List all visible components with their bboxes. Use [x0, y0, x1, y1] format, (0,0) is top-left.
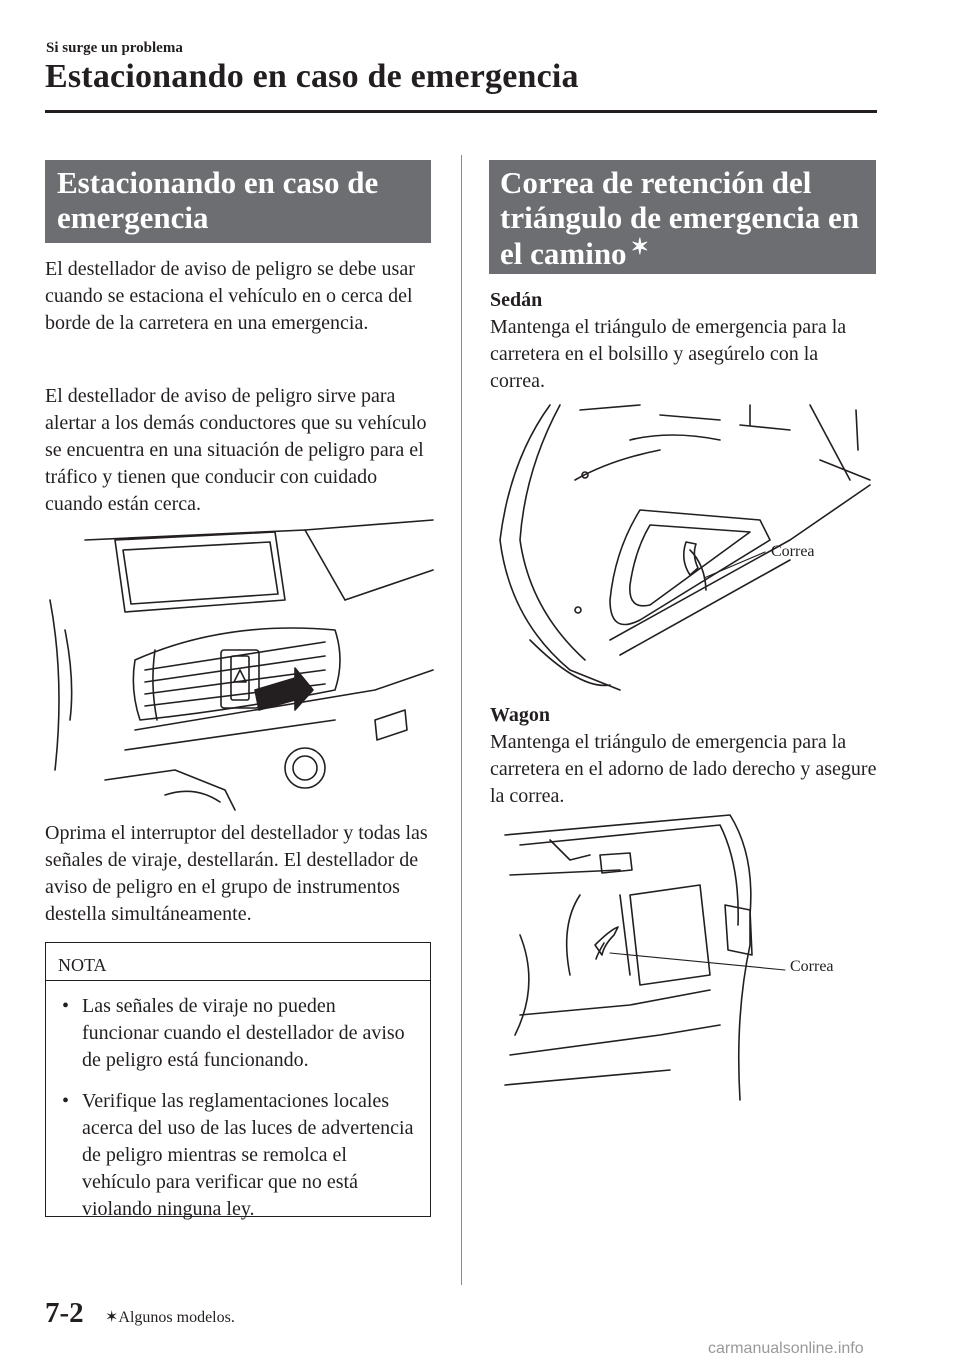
footnote-text: Algunos modelos.	[118, 1309, 235, 1326]
page-title: Estacionando en caso de emergencia	[45, 58, 579, 95]
paragraph-1	[45, 256, 437, 337]
wagon-strap-label: Correa	[790, 958, 834, 975]
paragraph-2	[45, 383, 437, 518]
paragraph-3-text: Oprima el interruptor del destellador y todas las señales de viraje, destellarán. El destellador de aviso de peligro en el grupo de instrumentos destella simultáneamente.	[45, 822, 428, 925]
bullet-icon: •	[62, 995, 70, 1017]
wagon-section	[490, 702, 878, 810]
paragraph-3	[45, 820, 437, 928]
note-list	[46, 981, 430, 1223]
section-banner-left	[45, 160, 431, 243]
sedan-heading: Sedán	[490, 289, 543, 311]
hazard-switch-illustration	[45, 520, 433, 810]
paragraph-1-text: El destellador de aviso de peligro se debe usar cuando se estaciona el vehículo en o cerca del borde de la carretera en una emergencia.	[45, 258, 415, 334]
wagon-heading: Wagon	[490, 704, 551, 726]
some-models-star-icon: ✶	[105, 1309, 119, 1326]
section-heading-left: Estacionando en caso de emergencia	[57, 165, 379, 235]
section-banner-right	[489, 160, 876, 274]
watermark: carmanualsonline.info	[708, 1340, 864, 1357]
note-item-text: Verifique las reglamentaciones locales acerca del uso de las luces de advertencia de peligro mientras se remolca el vehículo para verificar que no está violando ninguna ley.	[82, 1090, 414, 1220]
column-divider	[461, 155, 462, 1285]
sedan-section	[490, 287, 878, 395]
note-item	[60, 1088, 416, 1223]
wagon-strap-illustration	[500, 815, 800, 1105]
some-models-star-icon: ✶	[630, 234, 649, 260]
wagon-text: Mantenga el triángulo de emergencia para la carretera en el adorno de lado derecho y asegure la correa.	[490, 731, 877, 807]
title-rule	[45, 110, 877, 113]
note-heading: NOTA	[46, 943, 430, 981]
breadcrumb: Si surge un problema	[46, 40, 183, 56]
page-number: 7-2	[45, 1297, 84, 1329]
section-heading-right: Correa de retención del triángulo de emergencia en el camino	[500, 165, 860, 272]
note-box	[45, 942, 431, 1220]
paragraph-2-text: El destellador de aviso de peligro sirve para alertar a los demás conductores que su vehículo se encuentra en una situación de peligro para el tráfico y tienen que conducir con cuidado cuando están cerca.	[45, 385, 427, 515]
footnote	[105, 1307, 235, 1327]
bullet-icon: •	[62, 1090, 70, 1112]
sedan-text: Mantenga el triángulo de emergencia para la carretera en el bolsillo y asegúrelo con la correa.	[490, 316, 847, 392]
sedan-strap-label: Correa	[771, 543, 815, 560]
note-item-text: Las señales de viraje no pueden funcionar cuando el destellador de aviso de peligro está funcionando.	[82, 995, 405, 1071]
note-item	[60, 993, 416, 1074]
